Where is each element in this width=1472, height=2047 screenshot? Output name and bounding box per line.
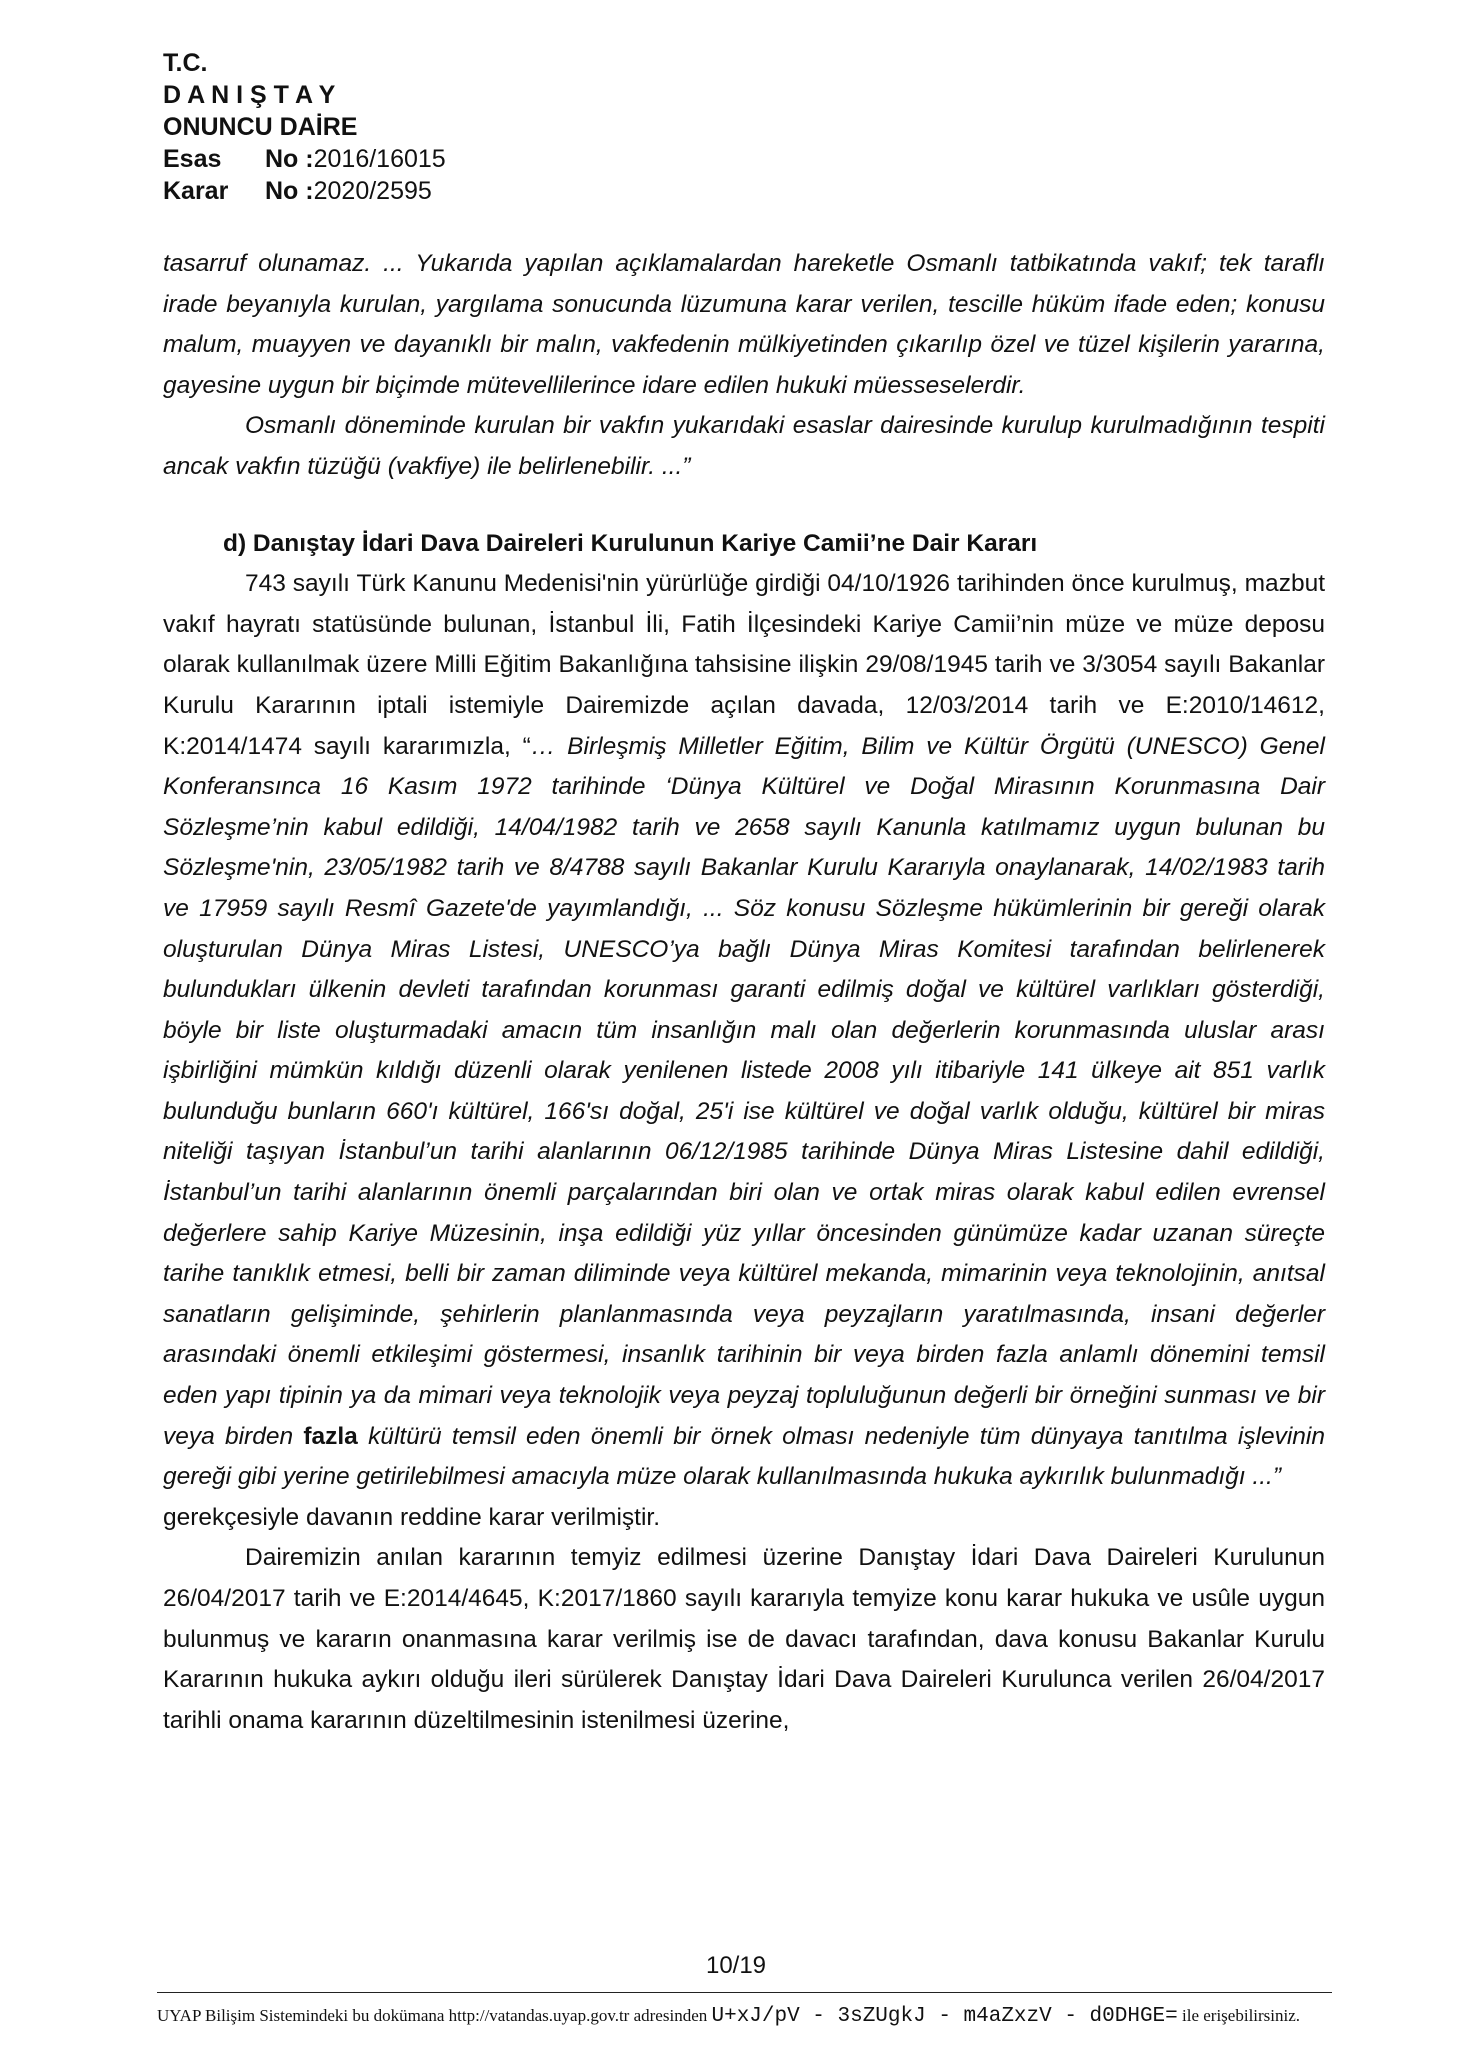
footer-suffix: ile erişebilirsiniz. xyxy=(1182,2006,1301,2025)
esas-label: Esas xyxy=(163,145,222,173)
tc-label: T.C. xyxy=(163,49,208,77)
chamber-name: ONUNCU DAİRE xyxy=(163,113,358,141)
header-court xyxy=(163,79,446,111)
karar-label: Karar xyxy=(163,177,229,205)
paragraph-2: Osmanlı döneminde kurulan bir vakfın yukarıdaki esaslar dairesinde kurulup kurulmadığının tespiti ancak vakfın tüzüğü (vakfiye) ile belirlenebilir. ...” xyxy=(163,412,1325,480)
paragraph-3-intro: 743 sayılı Türk Kanunu Medenisi'nin yürürlüğe girdiği 04/10/1926 tarihinden önce kurulmuş, mazbut vakıf hayratı statüsünde bulunan, İstanbul İli, Fatih İlçesindeki Kariye Camii’nin müze ve müze deposu olarak kullanılmak üzere Milli Eğitim Bakanlığına tahsisine ilişkin 29/08/1945 tarih ve 3/3054 sayılı Bakanlar Kurulu Kararının iptali istemiyle Dairemizde açılan davada, 12/03/2014 tarih ve E:2010/14612, K:2014/1474 sayılı kararımızla, “ xyxy=(163,570,1325,760)
header-tc xyxy=(163,47,446,79)
document-header xyxy=(163,47,446,207)
footer-prefix: UYAP Bilişim Sistemindeki bu dokümana http://vatandas.uyap.gov.tr adresinden xyxy=(157,2006,708,2025)
karar-no-label: No : xyxy=(265,177,314,205)
page-number: 10/19 xyxy=(705,1952,767,1979)
verification-code: U+xJ/pV - 3sZUgkJ - m4aZxzV - d0DHGE= xyxy=(711,2005,1178,2028)
paragraph-3 xyxy=(163,564,1325,1498)
section-heading: d) Danıştay İdari Dava Daireleri Kurulunun Kariye Camii’ne Dair Kararı xyxy=(223,529,1038,557)
karar-row xyxy=(163,175,446,207)
paragraph-3-quote: … Birleşmiş Milletler Eğitim, Bilim ve Kültür Örgütü (UNESCO) Genel Konferansınca 16 Kasım 1972 tarihinde ‘Dünya Kültürel ve Doğal Mirasının Korunmasına Dair Sözleşme’nin kabul edildiği, 14/04/1982 tarih ve 2658 sayılı Kanunla katılmamız uygun bulunan bu Sözleşme'nin, 23/05/1982 tarih ve 8/4788 sayılı Bakanlar Kurulu Kararıyla onaylanarak, 14/02/1983 tarih ve 17959 sayılı Resmî Gazete'de yayımlandığı, ... Söz konusu Sözleşme hükümlerinin bir gereği olarak oluşturulan Dünya Miras Listesi, UNESCO’ya bağlı Dünya Miras Komitesi tarafından belirlenerek bulundukları ülkenin devleti tarafından korunması garanti edilmiş doğal ve kültürel varlıkları gösterdiği, böyle bir liste oluşturmadaki amacın tüm insanlığın malı olan değerlerin korunmasında uluslar arası işbirliğini mümkün kıldığı düzenli olarak yenilenen listede 2008 yılı itibariyle 141 ülkeye ait 851 varlık bulunduğu bunların 660'ı kültürel, 166'sı doğal, 25'i ise kültürel ve doğal varlık olduğu, kültürel bir miras niteliği taşıyan İstanbul’un tarihi alanlarının 06/12/1985 tarihinde Dünya Miras Listesine dahil edildiği, İstanbul’un tarihi alanlarının önemli parçalarından biri olan ve ortak miras olarak kabul edilen evrensel değerlere sahip Kariye Müzesinin, inşa edildiği yüz yıllar öncesinden günümüze kadar uzanan süreçte tarihe tanıklık etmesi, belli bir zaman diliminde veya kültürel mekanda, mimarinin veya teknolojinin, anıtsal sanatların gelişiminde, şehirlerin planlanmasında veya peyzajların yaratılmasında, insani değerler arasındaki önemli etkileşimi göstermesi, insanlık tarihinin bir veya birden fazla anlamlı dönemini temsil eden yapı tipinin ya da mimari veya teknolojik veya peyzaj topluluğunun değerli bir örneğini sunması ve bir veya birden xyxy=(163,732,1325,1450)
esas-number: 2016/16015 xyxy=(313,145,446,173)
paragraph-1: tasarruf olunamaz. ... Yukarıda yapılan açıklamalardan hareketle Osmanlı tatbikatında vakıf; tek taraflı irade beyanıyla kurulan, yargılama sonucunda lüzumuna karar verilen, tescille hüküm ifade eden; konusu malum, muayyen ve dayanıklı bir malın, vakfedenin mülkiyetinden çıkarılıp özel ve tüzel kişilerin yararına, gayesine uygun bir biçimde mütevellilerince idare edilen hukuki müesseselerdir. xyxy=(163,250,1325,399)
footer-divider xyxy=(157,1992,1332,1993)
paragraph-3-bold-word: fazla xyxy=(303,1422,358,1450)
paragraph-3-conclusion: gerekçesiyle davanın reddine karar verilmiştir. xyxy=(163,1503,661,1531)
paragraph-4: Dairemizin anılan kararının temyiz edilmesi üzerine Danıştay İdari Dava Daireleri Kurulunun 26/04/2017 tarih ve E:2014/4645, K:2017/1860 sayılı kararıyla temyize konu karar hukuka ve usûle uygun bulunmuş ve kararın onanmasına karar verilmiş ise de davacı tarafından, dava konusu Bakanlar Kurulu Kararının hukuka aykırı olduğu ileri sürülerek Danıştay İdari Dava Daireleri Kurulunca verilen 26/04/2017 tarihli onama kararının düzeltilmesinin istenilmesi üzerine, xyxy=(163,1544,1325,1734)
esas-row xyxy=(163,143,446,175)
esas-no-label: No : xyxy=(265,145,314,173)
document-footer xyxy=(157,2002,1332,2031)
document-body xyxy=(163,244,1325,1741)
paragraph-gap xyxy=(163,488,1325,524)
court-name: D A N I Ş T A Y xyxy=(163,81,336,109)
header-chamber xyxy=(163,111,446,143)
karar-number: 2020/2595 xyxy=(313,177,432,205)
paragraph-3-quote-end: kültürü temsil eden önemli bir örnek olması nedeniyle tüm dünyaya tanıtılma işlevinin gereği gibi yerine getirilebilmesi amacıyla müze olarak kullanılmasında hukuka aykırılık bulunmadığı ...” xyxy=(163,1422,1325,1491)
